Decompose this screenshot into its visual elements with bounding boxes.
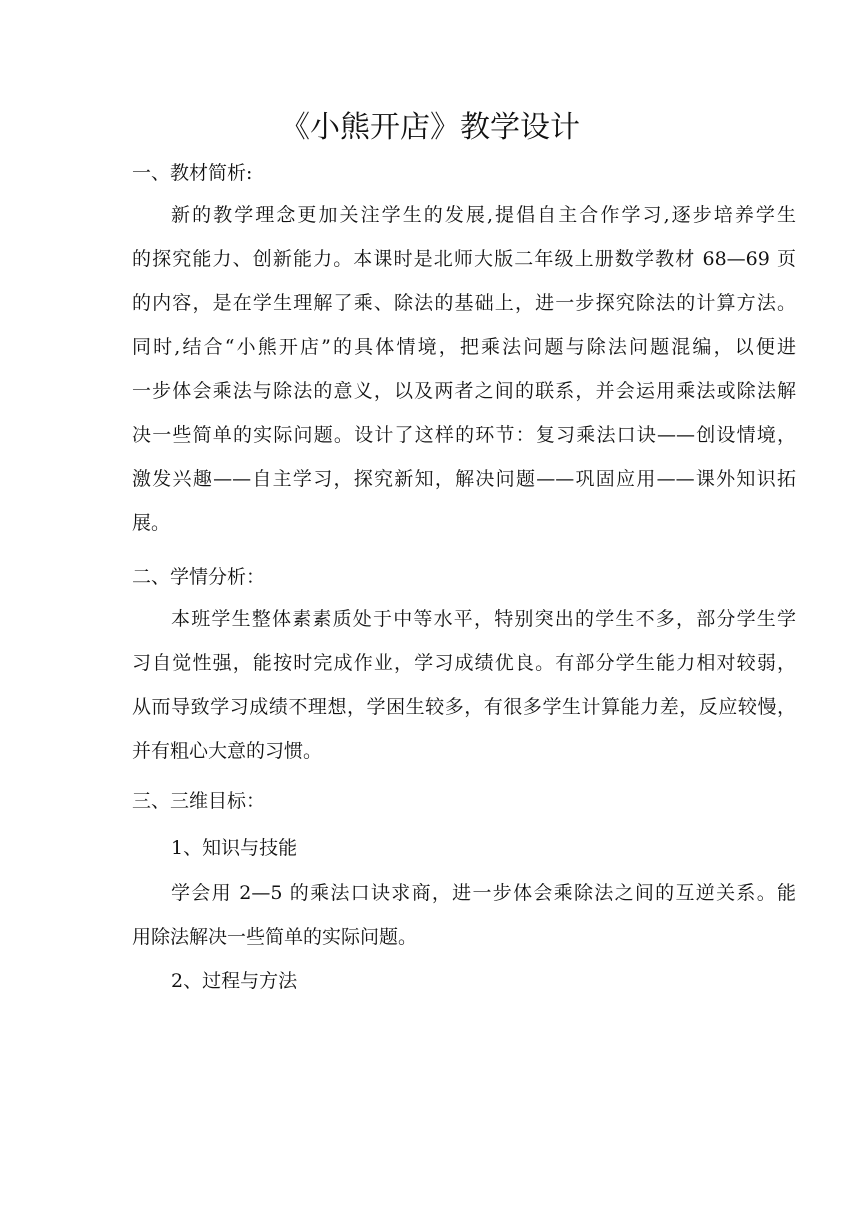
paragraph-line: 从而导致学习成绩不理想，学困生较多，有很多学生计算能力差，反应较慢， <box>132 696 796 718</box>
paragraph-line: 本班学生整体素素质处于中等水平，特别突出的学生不多，部分学生学 <box>171 608 796 630</box>
paragraph-line: 学会用 2—5 的乘法口诀求商，进一步体会乘除法之间的互逆关系。能 <box>171 882 796 904</box>
section-heading-student-analysis: 二、学情分析： <box>132 566 266 588</box>
paragraph-line: 展。 <box>132 512 171 534</box>
paragraph-line: 并有粗心大意的习惯。 <box>132 740 323 762</box>
paragraph-line: 决一些简单的实际问题。设计了这样的环节：复习乘法口诀——创设情境， <box>132 424 796 446</box>
paragraph-line: 用除法解决一些简单的实际问题。 <box>132 926 418 948</box>
paragraph-line: 同时,结合“小熊开店”的具体情境，把乘法问题与除法问题混编，以便进 <box>132 336 796 358</box>
paragraph-line: 习自觉性强，能按时完成作业，学习成绩优良。有部分学生能力相对较弱， <box>132 652 796 674</box>
subsection-heading-knowledge-skills: 1、知识与技能 <box>171 837 298 859</box>
paragraph-line: 的探究能力、创新能力。本课时是北师大版二年级上册数学教材 68—69 页 <box>132 248 796 270</box>
section-heading-textbook-analysis: 一、教材简析: <box>132 162 253 184</box>
subsection-heading-process-method: 2、过程与方法 <box>171 970 298 992</box>
section-heading-three-dimensional-goals: 三、三维目标： <box>132 790 266 812</box>
paragraph-line: 的内容，是在学生理解了乘、除法的基础上，进一步探究除法的计算方法。 <box>132 292 796 314</box>
paragraph-line: 激发兴趣——自主学习，探究新知，解决问题——巩固应用——课外知识拓 <box>132 468 796 490</box>
paragraph-line: 新的教学理念更加关注学生的发展,提倡自主合作学习,逐步培养学生 <box>171 204 796 226</box>
paragraph-line: 一步体会乘法与除法的意义，以及两者之间的联系，并会运用乘法或除法解 <box>132 380 796 402</box>
document-title: 《小熊开店》教学设计 <box>280 110 580 145</box>
